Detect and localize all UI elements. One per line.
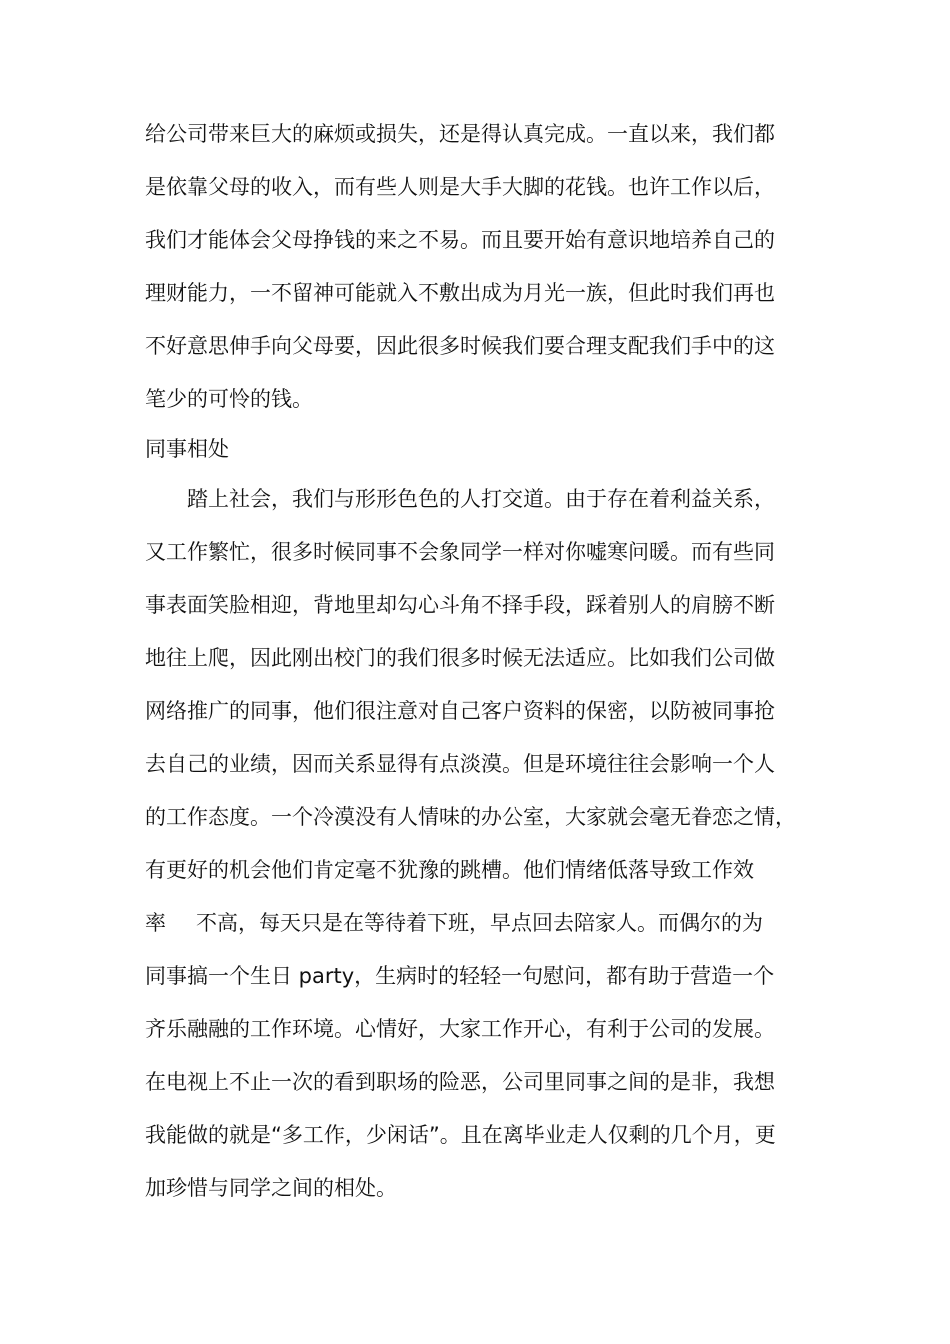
- paragraph-line: 网络推广的同事，他们很注意对自己客户资料的保密，以防被同事抢: [145, 699, 775, 723]
- paragraph-line: 不好意思伸手向父母要，因此很多时候我们要合理支配我们手中的这: [145, 334, 775, 358]
- paragraph-line: 的工作态度。一个冷漠没有人情味的办公室，大家就会毫无眷恋之情，: [145, 805, 796, 829]
- paragraph-line: 给公司带来巨大的麻烦或损失，还是得认真完成。一直以来，我们都: [145, 122, 775, 146]
- paragraph-line: 在电视上不止一次的看到职场的险恶，公司里同事之间的是非，我想: [145, 1070, 775, 1094]
- line-rate-rest: 不高，每天只是在等待着下班，早点回去陪家人。而偶尔的为: [196, 911, 763, 935]
- paragraph-line: 踏上社会，我们与形形色色的人打交道。由于存在着利益关系，: [187, 487, 775, 511]
- paragraph-line: 事表面笑脸相迎，背地里却勾心斗角不择手段，踩着别人的肩膀不断: [145, 593, 775, 617]
- paragraph-line: 同事搞一个生日 party，生病时的轻轻一句慰问，都有助于营造一个: [145, 964, 775, 988]
- section-heading: 同事相处: [145, 437, 229, 461]
- paragraph-line: 地往上爬，因此刚出校门的我们很多时候无法适应。比如我们公司做: [145, 646, 775, 670]
- paragraph-line: 加珍惜与同学之间的相处。: [145, 1176, 397, 1200]
- paragraph-line: 我们才能体会父母挣钱的来之不易。而且要开始有意识地培养自己的: [145, 228, 775, 252]
- paragraph-line: 我能做的就是“多工作，少闲话”。且在离毕业走人仅剩的几个月，更: [145, 1123, 776, 1147]
- paragraph-line: 齐乐融融的工作环境。心情好，大家工作开心，有利于公司的发展。: [145, 1017, 775, 1041]
- paragraph-line: 去自己的业绩，因而关系显得有点淡漠。但是环境往往会影响一个人: [145, 752, 775, 776]
- paragraph-line: 理财能力，一不留神可能就入不敷出成为月光一族，但此时我们再也: [145, 281, 775, 305]
- paragraph-line: 是依靠父母的收入，而有些人则是大手大脚的花钱。也许工作以后，: [145, 175, 775, 199]
- paragraph-line: 笔少的可怜的钱。: [145, 387, 313, 411]
- line-rate-word: 率: [145, 911, 166, 935]
- paragraph-line: 有更好的机会他们肯定毫不犹豫的跳槽。他们情绪低落导致工作效: [145, 858, 754, 882]
- paragraph-line: 又工作繁忙，很多时候同事不会象同学一样对你嘘寒问暖。而有些同: [145, 540, 775, 564]
- paragraph-line: [145, 908, 810, 938]
